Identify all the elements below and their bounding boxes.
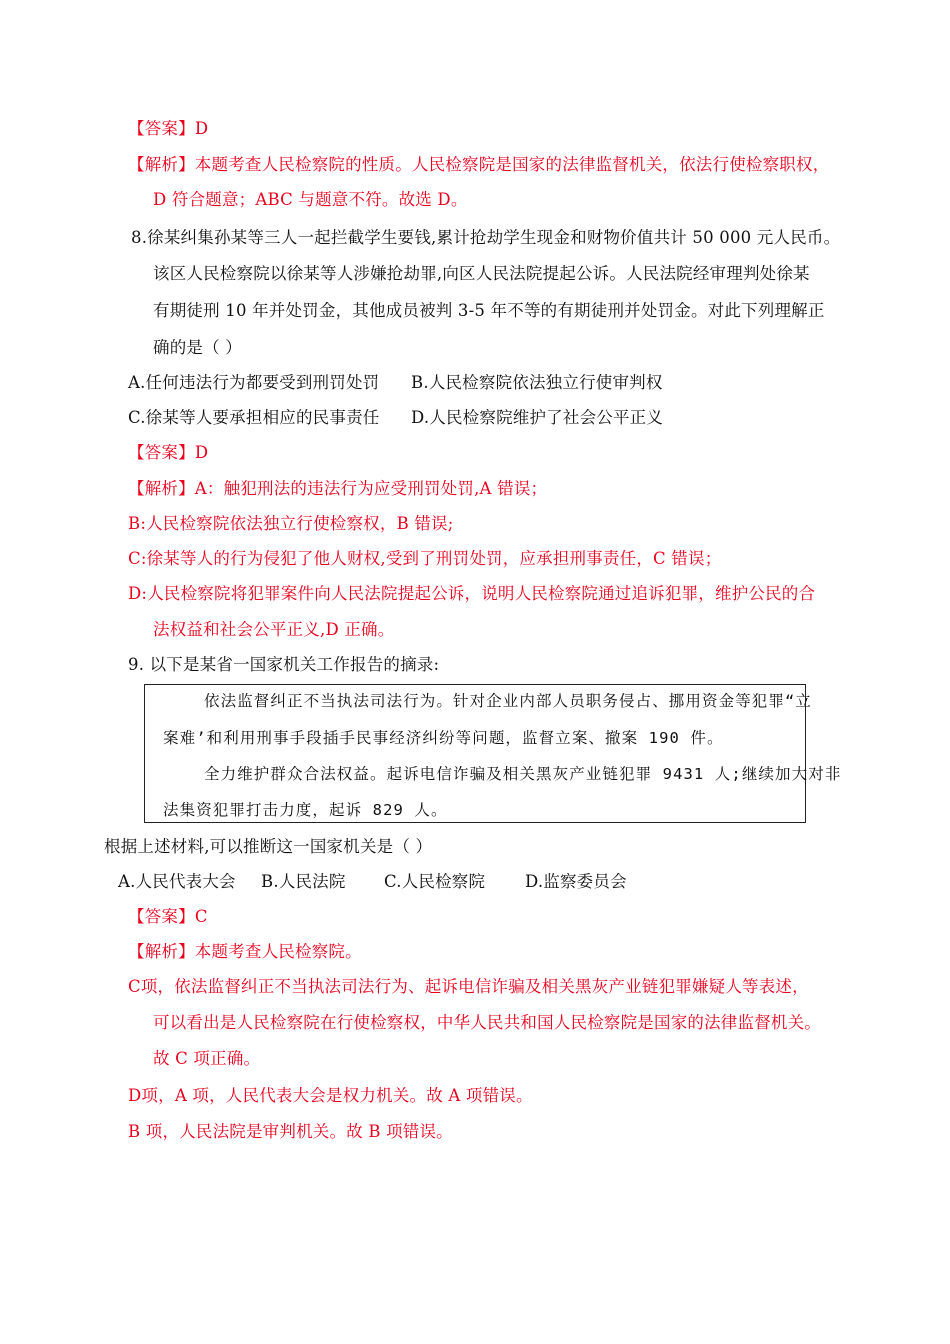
q8-option-a: A.任何违法行为都要受到刑罚处罚 [128,373,380,392]
q8-analysis-a: 【解析】A：触犯刑法的违法行为应受刑罚处罚,A 错误； [128,479,548,498]
q8-analysis-c: C:徐某等人的行为侵犯了他人财权,受到了刑罚处罚，应承担刑事责任，C 错误； [128,549,722,568]
answer-label: 【答案】 [128,443,195,462]
q8-analysis-d-line1: D:人民检察院将犯罪案件向人民法院提起公诉，说明人民检察院通过追诉犯罪，维护公民的合 [128,584,816,603]
q9-option-d: D.监察委员会 [525,872,627,891]
q8-stem-line4: 确的是（ ） [153,338,242,357]
q8-stem-line3: 有期徒刑 10 年并处罚金，其他成员被判 3-5 年不等的有期徒刑并处罚金。对此下列理解正 [153,301,825,320]
q8-option-d: D.人民检察院维护了社会公平正义 [411,408,664,427]
q9-question: 根据上述材料,可以推断这一国家机关是（ ） [104,837,433,856]
q9-excerpt-line2: 案难’和利用刑事手段插手民事经济纠纷等问题，监督立案、撤案 190 件。 [163,729,724,747]
q9-option-c: C.人民检察院 [384,872,486,891]
answer-value: D [194,119,209,138]
q9-analysis-c-line2: 可以看出是人民检察院在行使检察权，中华人民共和国人民检察院是国家的法律监督机关。 [153,1013,821,1032]
q8-stem-line2: 该区人民检察院以徐某等人涉嫌抢劫罪,向区人民法院提起公诉。人民法院经审理判处徐某 [153,264,810,283]
q8-answer [128,442,208,464]
q9-analysis-c-line3: 故 C 项正确。 [153,1049,261,1068]
q9-analysis-d: D项，A 项，人民代表大会是权力机关。故 A 项错误。 [128,1086,533,1105]
q7-analysis-line1: 【解析】本题考查人民检察院的性质。人民检察院是国家的法律监督机关，依法行使检察职权， [128,155,830,174]
q9-analysis-intro: 【解析】本题考查人民检察院。 [128,942,362,961]
q9-option-b: B.人民法院 [261,872,346,891]
q9-stem: 9. 以下是某省一国家机关工作报告的摘录: [128,655,440,674]
q9-option-a: A.人民代表大会 [118,872,236,891]
q7-answer [128,118,208,140]
q9-analysis-b: B 项，人民法院是审判机关。故 B 项错误。 [128,1122,453,1141]
answer-label: 【答案】 [128,907,195,926]
q7-analysis-line2: D 符合题意；ABC 与题意不符。故选 D。 [153,190,468,209]
q8-analysis-d-line2: 法权益和社会公平正义,D 正确。 [153,620,395,639]
q9-excerpt-line4: 法集资犯罪打击力度，起诉 829 人。 [163,801,448,819]
q9-excerpt-line1: 依法监督纠正不当执法司法行为。针对企业内部人员职务侵占、挪用资金等犯罪“立 [204,692,813,710]
answer-label: 【答案】 [128,119,195,138]
q8-option-b: B.人民检察院依法独立行使审判权 [411,373,663,392]
q9-excerpt-line3: 全力维护群众合法权益。起诉电信诈骗及相关黑灰产业链犯罪 9431 人;继续加大对非 [204,765,842,783]
answer-value: C [194,907,208,926]
answer-value: D [194,443,209,462]
q9-analysis-c-line1: C项，依法监督纠正不当执法司法行为、起诉电信诈骗及相关黑灰产业链犯罪嫌疑人等表述， [128,977,809,996]
q8-analysis-b: B:人民检察院依法独立行使检察权，B 错误; [128,514,454,533]
q8-stem-line1: 8.徐某纠集孙某等三人一起拦截学生要钱,累计抢劫学生现金和财物价值共计 50 000 元人民币。 [131,228,841,247]
q8-option-c: C.徐某等人要承担相应的民事责任 [128,408,380,427]
q9-answer [128,906,208,928]
